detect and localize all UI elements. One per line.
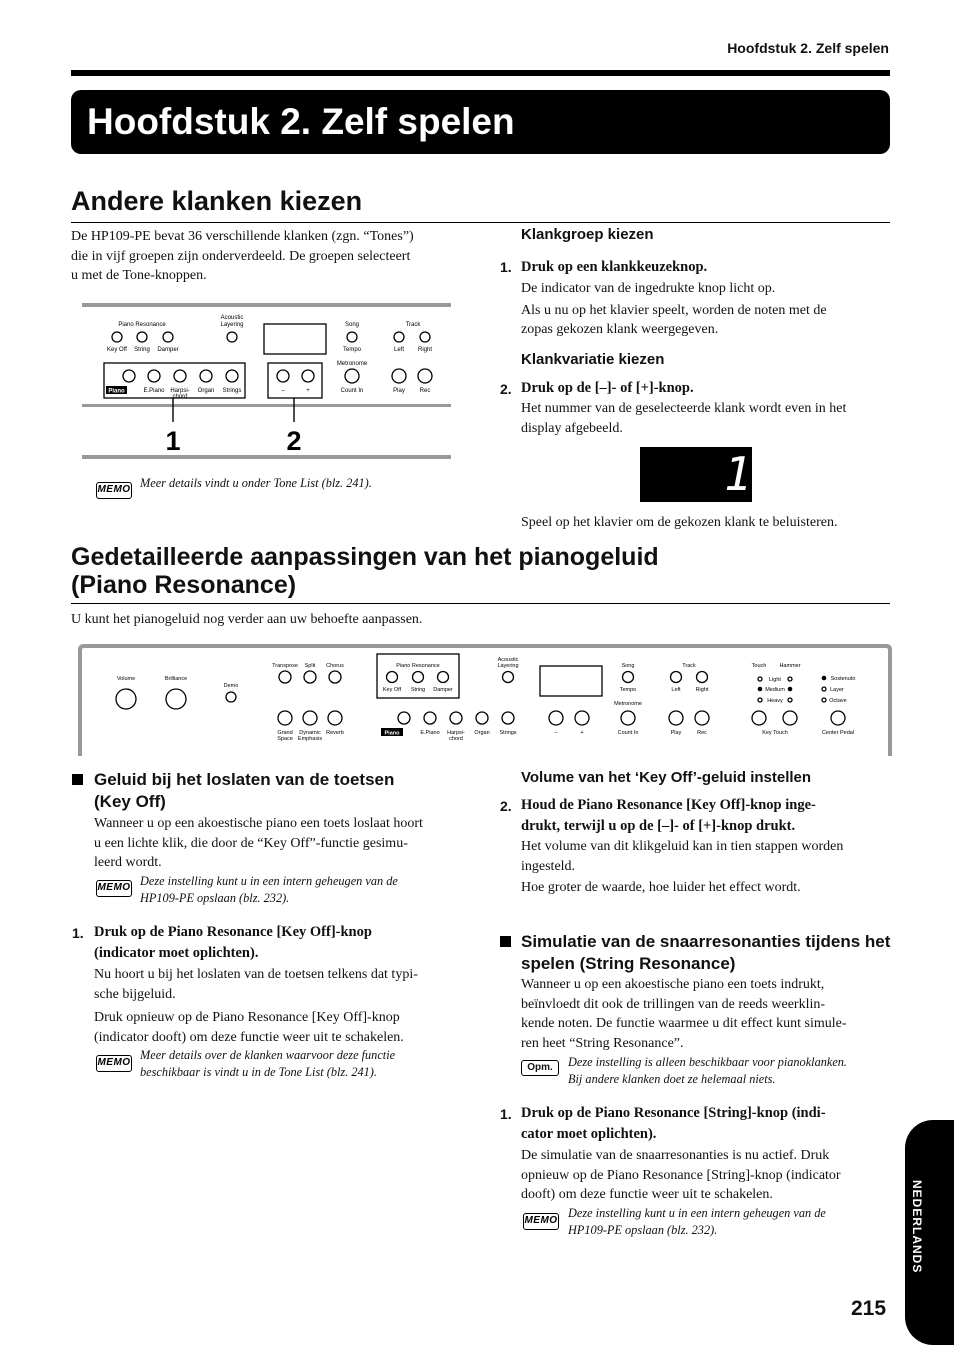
svg-text:Demo: Demo [223,683,239,689]
memo-icon: MEMO [523,1213,559,1230]
svg-text:Play: Play [670,730,682,736]
svg-text:Tempo: Tempo [619,687,637,693]
svg-text:Sostenuto: Sostenuto [830,676,856,682]
svg-text:+: + [580,730,584,736]
svg-text:Left: Left [393,347,405,353]
memo-note-keyoff: Deze instelling kunt u in een intern geheugen van de HP109-PE opslaan (blz. 232). [140,874,398,905]
memo-note-string: Deze instelling kunt u in een intern geheugen van de HP109-PE opslaan (blz. 232). [568,1206,826,1237]
memo-note-tone-list: Meer details over de klanken waarvoor deze functie beschikbaar is vindt u in de Tone List (blz. 241). [140,1048,396,1079]
memo-note: Meer details vindt u onder Tone List (blz. 241). [140,476,372,490]
svg-text:Transpose: Transpose [272,663,298,669]
svg-text:–: – [554,730,558,736]
svg-text:Hammer: Hammer [779,663,801,669]
svg-text:Count In: Count In [340,388,364,394]
svg-text:Count In: Count In [617,730,639,736]
memo-icon: MEMO [96,482,132,499]
svg-text:Heavy: Heavy [767,698,783,704]
bullet-square [72,774,83,785]
svg-text:Touch: Touch [751,663,767,669]
svg-text:Piano: Piano [384,730,400,737]
section1-intro: De HP109-PE bevat 36 verschillende klanken (zgn. “Tones”) die in vijf groepen zijn onderverdeeld. De groepen selecteert u met de Tone-knoppen. [71,229,414,283]
svg-text:Tempo: Tempo [342,347,362,353]
section-title-piano-resonance: Gedetailleerde aanpassingen van het pianogeluid (Piano Resonance) [71,543,659,599]
svg-text:Song: Song [621,663,635,669]
key-off-body: Wanneer u op een akoestische piano een toets loslaat hoort u een lichte klik, die door de “Key Off”-functie gesimu- leerd wordt. [94,816,423,870]
svg-text:E.Piano: E.Piano [143,388,165,394]
svg-text:Grand: Grand [277,730,293,736]
svg-text:Right: Right [417,347,433,353]
svg-text:Layering: Layering [220,322,244,328]
chapter-title: Hoofdstuk 2. Zelf spelen [87,101,515,142]
svg-text:Medium: Medium [765,687,785,693]
heading-tone-variation: Klankvariatie kiezen [521,351,665,368]
section-rule [71,222,890,223]
svg-text:String: String [134,347,150,353]
svg-text:Octave: Octave [829,698,847,704]
svg-text:Damper: Damper [157,347,179,353]
opm-note: Deze instelling is alleen beschikbaar voor pianoklanken. Bij andere klanken doet ze helemaal niets. [568,1055,848,1086]
svg-text:Track: Track [405,322,421,328]
section-title-tones: Andere klanken kiezen [71,186,363,216]
svg-text:E.Piano: E.Piano [420,730,440,736]
top-rule [71,70,890,76]
memo-icon: MEMO [96,880,132,897]
svg-text:Harpsi-: Harpsi- [447,730,465,736]
step-string-resonance: Druk op de Piano Resonance [String]-knop (indi- cator moet oplichten). [521,1105,826,1142]
memo-icon: MEMO [96,1055,132,1072]
callout-2: 2 [286,426,302,456]
svg-text:Center Pedal: Center Pedal [821,730,855,736]
svg-text:Strings: Strings [499,730,517,736]
page-number: 215 [851,1297,887,1320]
callout-1: 1 [165,426,181,456]
after-display-text: Speel op het klavier om de gekozen klank te beluisteren. [521,515,838,530]
section2-intro: U kunt het pianogeluid nog verder aan uw behoefte aanpassen. [71,612,423,627]
step-key-off-body: Nu hoort u bij het loslaten van de toetsen telkens dat typi- sche bijgeluid. Druk opnieuw op de Piano Resonance [Key Off]-knop (indicator dooft) om deze functie weer uit te schakelen. [94,967,418,1045]
svg-text:Rec: Rec [419,388,431,394]
step-variation: Druk op de [–]- of [+]-knop. [521,380,694,396]
step-key-off-volume: Houd de Piano Resonance [Key Off]-knop inge- drukt, terwijl u op de [–]- of [+]-knop drukt. [521,797,816,834]
svg-text:Track: Track [682,663,696,669]
svg-text:Reverb: Reverb [326,730,344,736]
svg-text:String: String [410,687,426,693]
svg-text:+: + [306,388,310,394]
svg-text:Harpsi-: Harpsi- [170,388,190,394]
heading-key-off: Geluid bij het loslaten van de toetsen (Key Off) [94,770,395,811]
string-resonance-body: Wanneer u op een akoestische piano een toets indrukt, beïnvloedt dit ook de trillingen van de reeds weerklin- kende noten. De functie waarmee u dit effect kunt simule- ren heet “String Resonance”. [521,977,847,1051]
svg-text:Key Touch: Key Touch [762,730,788,736]
svg-text:Left: Left [671,687,681,693]
svg-text:Emphasis: Emphasis [297,736,323,742]
svg-text:Metronome: Metronome [336,361,368,367]
heading-string-resonance: Simulatie van de snaarresonanties tijdens het spelen (String Resonance) [521,932,891,973]
svg-text:Metronome: Metronome [614,701,642,707]
step-select-tone-body: De indicator van de ingedrukte knop licht op. Als u nu op het klavier speelt, worden de noten met de zopas gekozen klank weergegeven. [521,281,827,337]
step-key-off: Druk op de Piano Resonance [Key Off]-knop (indicator moet oplichten). [94,924,372,961]
svg-text:Space: Space [277,736,293,742]
svg-text:Brilliance: Brilliance [164,676,188,682]
svg-text:Split: Split [304,663,316,669]
running-head: Hoofdstuk 2. Zelf spelen [727,40,889,56]
step-key-off-volume-body: Het volume van dit klikgeluid kan in tien stappen worden ingesteld. Hoe groter de waarde, hoe luider het effect wordt. [521,839,844,895]
step-select-tone: Druk op een klankkeuzeknop. [521,259,708,275]
svg-text:Damper: Damper [433,687,453,693]
opm-note-icon: Opm. [521,1060,559,1076]
svg-text:Chorus: Chorus [326,663,344,669]
svg-text:Strings: Strings [222,388,242,394]
bullet-square [500,936,511,947]
svg-text:Layer: Layer [830,687,844,693]
label-piano-resonance: Piano Resonance [118,322,166,328]
display-value: 1 [724,447,752,501]
svg-text:Organ: Organ [474,730,490,736]
svg-text:Piano: Piano [108,388,125,395]
svg-text:Organ: Organ [197,388,215,394]
tone-panel-diagram [82,300,454,462]
step-string-resonance-body: De simulatie van de snaarresonanties is nu actief. Druk opnieuw op de Piano Resonance [String]-knop (indicator dooft) om deze functie weer uit te schakelen. [521,1148,841,1202]
svg-text:Acoustic: Acoustic [497,657,519,663]
section2-rule [71,603,890,604]
heading-key-off-volume: Volume van het ‘Key Off’-geluid instellen [521,769,812,786]
svg-text:Volume: Volume [116,676,136,682]
svg-text:Key Off: Key Off [382,687,402,693]
svg-text:Play: Play [393,388,405,394]
svg-text:Right: Right [695,687,709,693]
svg-text:chord: chord [172,394,188,400]
svg-text:chord: chord [449,736,463,742]
svg-text:–: – [281,388,285,394]
step-variation-body: Het nummer van de geselecteerde klank wordt even in het display afgebeeld. [521,401,847,436]
svg-text:Rec: Rec [697,730,707,736]
heading-tone-group: Klankgroep kiezen [521,226,654,243]
full-panel-diagram [78,644,892,758]
svg-text:Song: Song [344,322,360,328]
svg-text:Dynamic: Dynamic [299,730,321,736]
svg-text:Acoustic: Acoustic [220,315,244,321]
svg-text:Light: Light [769,677,781,683]
language-tab-label: NEDERLANDS [910,1180,924,1274]
svg-text:Piano Resonance: Piano Resonance [396,663,440,669]
svg-text:Key Off: Key Off [107,347,127,353]
svg-text:Layering: Layering [497,663,519,669]
